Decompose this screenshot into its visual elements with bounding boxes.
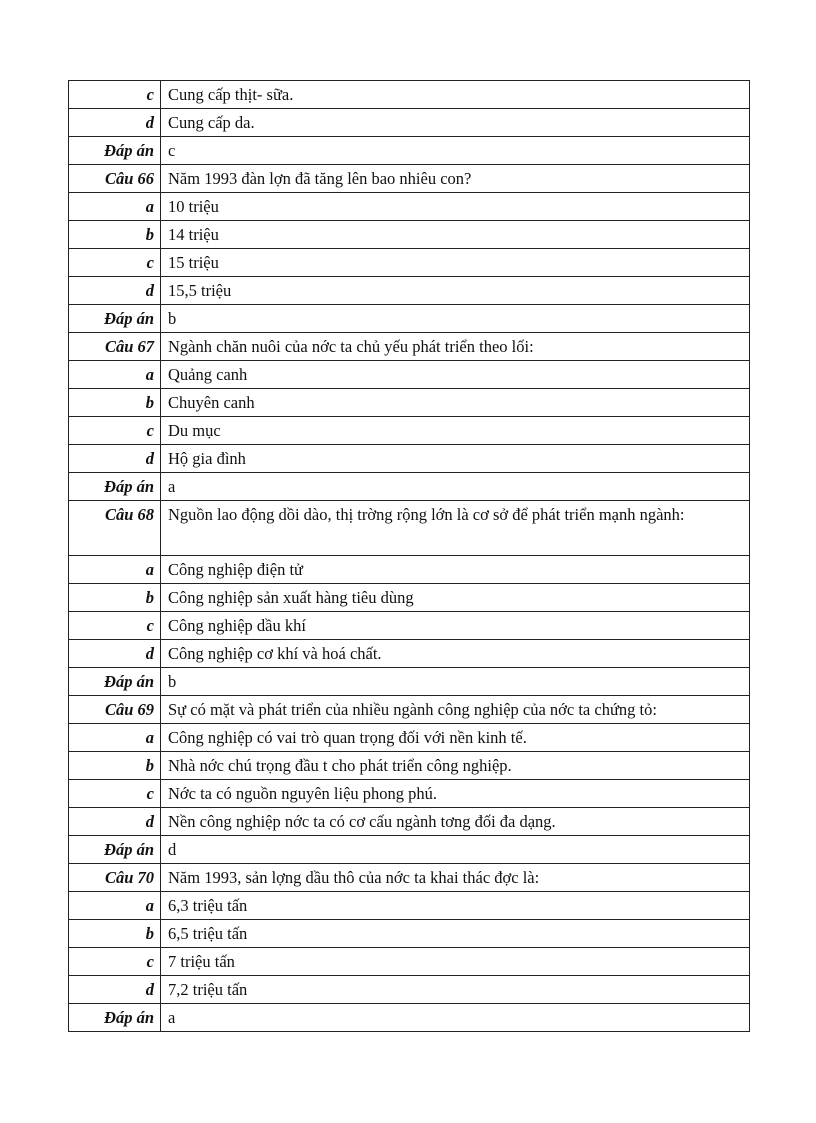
table-row [69, 640, 750, 668]
option-label: d [69, 445, 161, 473]
table-row [69, 780, 750, 808]
table-row [69, 1004, 750, 1032]
answer-label: Đáp án [69, 137, 161, 165]
option-label: c [69, 249, 161, 277]
option-text: Công nghiệp điện tử [161, 556, 750, 584]
table-row [69, 836, 750, 864]
table-row [69, 137, 750, 165]
option-text: Công nghiệp dầu khí [161, 612, 750, 640]
table-row [69, 389, 750, 417]
table-row [69, 333, 750, 361]
option-text: Hộ gia đình [161, 445, 750, 473]
option-text: 7 triệu tấn [161, 948, 750, 976]
table-row [69, 249, 750, 277]
option-text: 15,5 triệu [161, 277, 750, 305]
table-row [69, 473, 750, 501]
answer-value: c [161, 137, 750, 165]
answer-label: Đáp án [69, 668, 161, 696]
option-label: d [69, 808, 161, 836]
option-label: a [69, 892, 161, 920]
table-row [69, 892, 750, 920]
answer-value: d [161, 836, 750, 864]
answer-value: b [161, 305, 750, 333]
option-text: Công nghiệp sản xuất hàng tiêu dùng [161, 584, 750, 612]
question-number: Câu 69 [69, 696, 161, 724]
answer-label: Đáp án [69, 836, 161, 864]
table-row [69, 864, 750, 892]
table-row [69, 501, 750, 556]
question-number: Câu 68 [69, 501, 161, 556]
table-row [69, 221, 750, 249]
table-row [69, 305, 750, 333]
table-row [69, 109, 750, 137]
question-number: Câu 70 [69, 864, 161, 892]
table-row [69, 165, 750, 193]
option-label: a [69, 556, 161, 584]
option-text: 7,2 triệu tấn [161, 976, 750, 1004]
option-label: a [69, 724, 161, 752]
question-text: Sự có mặt và phát triển của nhiều ngành công nghiệp của nớc ta chứng tỏ: [161, 696, 750, 724]
option-text: Cung cấp da. [161, 109, 750, 137]
question-number: Câu 67 [69, 333, 161, 361]
table-row [69, 976, 750, 1004]
table-row [69, 193, 750, 221]
table-row [69, 361, 750, 389]
option-text: 10 triệu [161, 193, 750, 221]
table-row [69, 417, 750, 445]
document-page [68, 80, 749, 1032]
option-label: c [69, 81, 161, 109]
table-row [69, 584, 750, 612]
option-text: 6,3 triệu tấn [161, 892, 750, 920]
answer-label: Đáp án [69, 305, 161, 333]
option-label: c [69, 948, 161, 976]
option-label: d [69, 976, 161, 1004]
option-label: d [69, 277, 161, 305]
table-row [69, 696, 750, 724]
answer-label: Đáp án [69, 1004, 161, 1032]
option-label: b [69, 221, 161, 249]
table-row [69, 724, 750, 752]
option-text: Cung cấp thịt- sữa. [161, 81, 750, 109]
option-label: b [69, 752, 161, 780]
option-label: a [69, 361, 161, 389]
quiz-table [68, 80, 750, 1032]
table-row [69, 752, 750, 780]
table-row [69, 612, 750, 640]
option-label: d [69, 109, 161, 137]
table-row [69, 277, 750, 305]
question-number: Câu 66 [69, 165, 161, 193]
table-row [69, 81, 750, 109]
table-row [69, 808, 750, 836]
option-label: c [69, 417, 161, 445]
option-text: 15 triệu [161, 249, 750, 277]
table-row [69, 556, 750, 584]
option-label: a [69, 193, 161, 221]
question-text: Nguồn lao động dồi dào, thị trờng rộng lớn là cơ sở để phát triển mạnh ngành: [161, 501, 750, 556]
option-text: Công nghiệp có vai trò quan trọng đối với nền kinh tế. [161, 724, 750, 752]
option-label: c [69, 612, 161, 640]
answer-value: a [161, 1004, 750, 1032]
option-label: d [69, 640, 161, 668]
option-text: Nhà nớc chú trọng đầu t cho phát triển công nghiệp. [161, 752, 750, 780]
option-text: 14 triệu [161, 221, 750, 249]
option-text: Công nghiệp cơ khí và hoá chất. [161, 640, 750, 668]
option-text: Nền công nghiệp nớc ta có cơ cấu ngành tơng đối đa dạng. [161, 808, 750, 836]
answer-value: a [161, 473, 750, 501]
option-text: Quảng canh [161, 361, 750, 389]
table-row [69, 920, 750, 948]
table-row [69, 668, 750, 696]
question-text: Năm 1993, sản lợng dầu thô của nớc ta khai thác đợc là: [161, 864, 750, 892]
table-row [69, 948, 750, 976]
option-text: Chuyên canh [161, 389, 750, 417]
option-text: Du mục [161, 417, 750, 445]
question-text: Ngành chăn nuôi của nớc ta chủ yếu phát triển theo lối: [161, 333, 750, 361]
question-text: Năm 1993 đàn lợn đã tăng lên bao nhiêu con? [161, 165, 750, 193]
table-row [69, 445, 750, 473]
option-label: b [69, 920, 161, 948]
answer-label: Đáp án [69, 473, 161, 501]
option-text: 6,5 triệu tấn [161, 920, 750, 948]
option-label: b [69, 584, 161, 612]
option-label: c [69, 780, 161, 808]
option-label: b [69, 389, 161, 417]
answer-value: b [161, 668, 750, 696]
option-text: Nớc ta có nguồn nguyên liệu phong phú. [161, 780, 750, 808]
